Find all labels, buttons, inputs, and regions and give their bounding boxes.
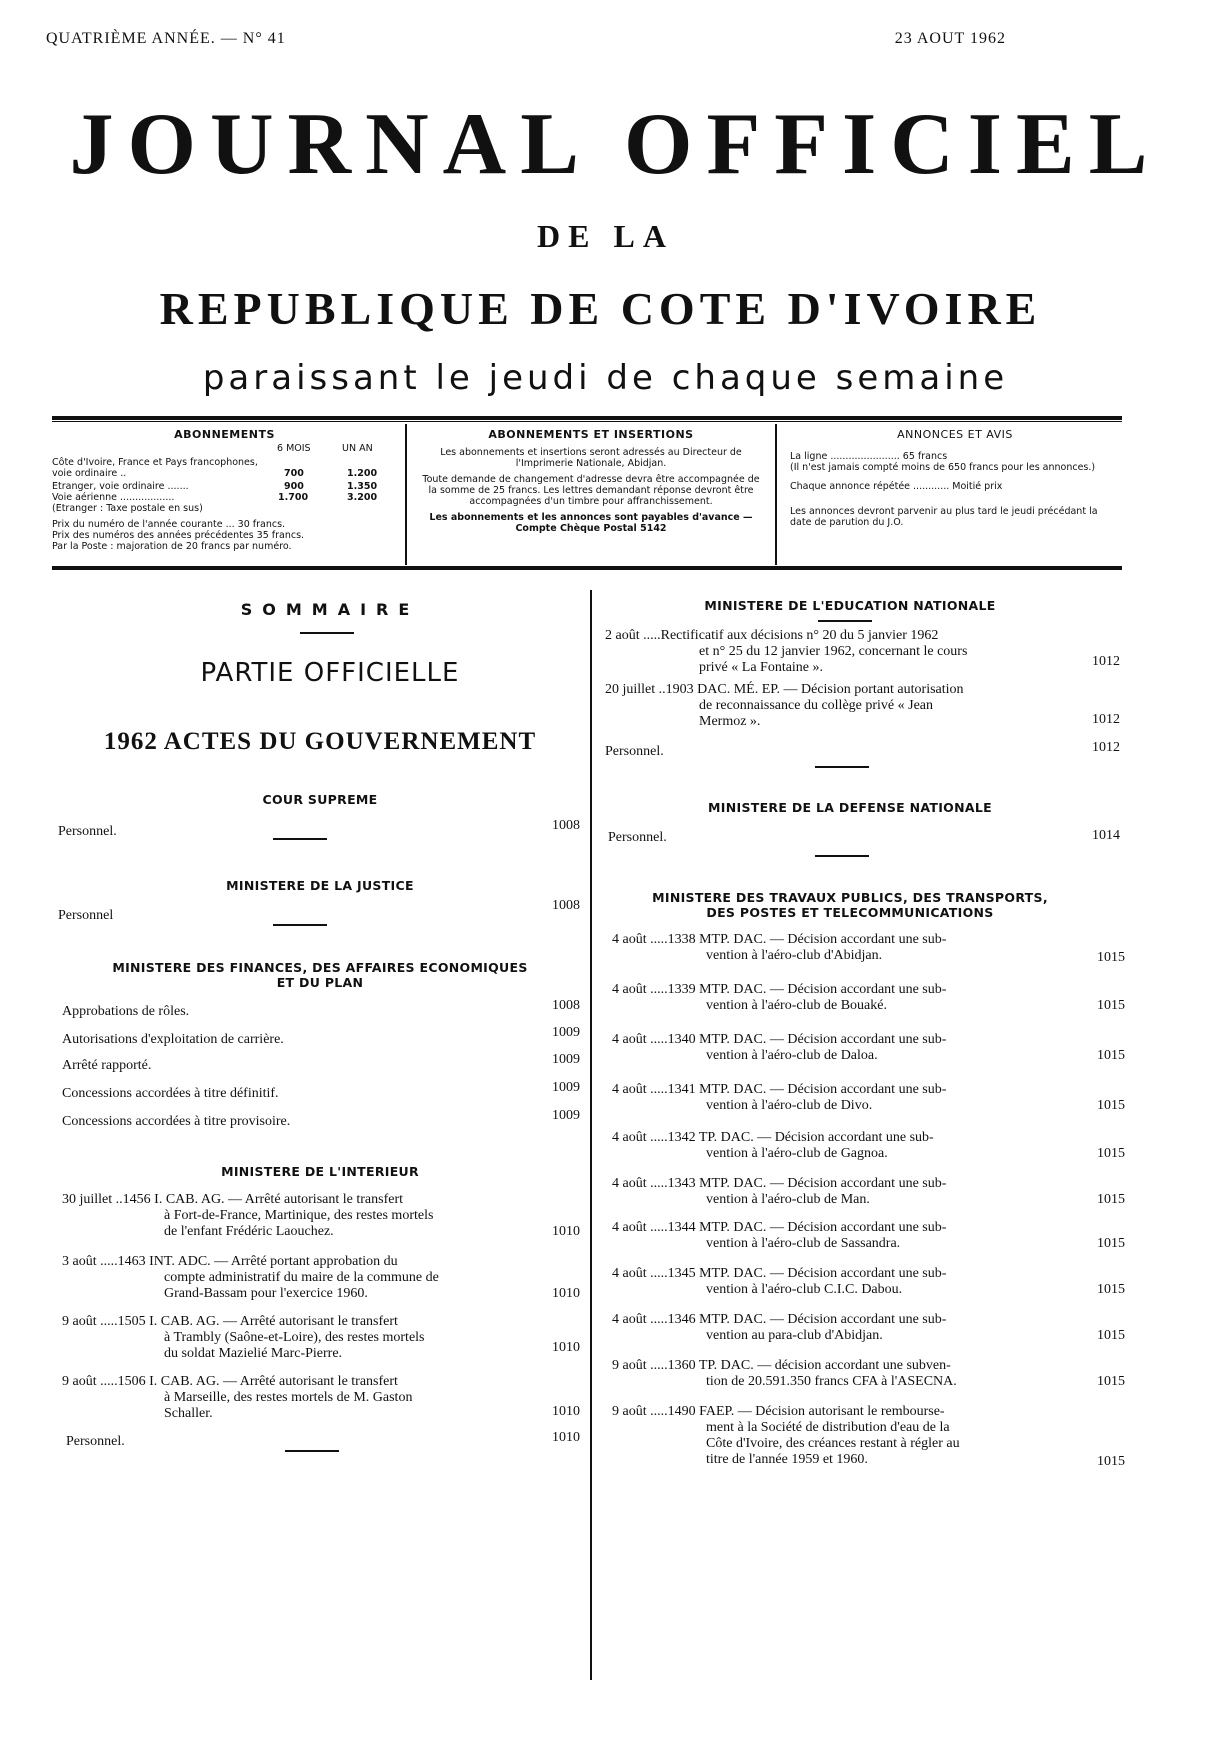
column-divider xyxy=(590,590,592,1680)
travaux-item: 9 août .....1490 FAEP. — Décision autorisant le rembourse- ment à la Société de distribution d'eau de la Côte d'Ivoire, des créances restant à régler au titre de l'année 1959 et 1960. xyxy=(612,1404,960,1467)
interieur-page: 1010 xyxy=(552,1340,580,1355)
issue-number: QUATRIÈME ANNÉE. — N° 41 xyxy=(46,30,286,47)
defense-title: MINISTERE DE LA DEFENSE NATIONALE xyxy=(708,800,992,815)
cour-page: 1008 xyxy=(552,818,580,833)
travaux-item: 9 août .....1360 TP. DAC. — décision accordant une subven- tion de 20.591.350 francs CFA à l'ASECNA. xyxy=(612,1358,957,1389)
abonnement-row: Etranger, voie ordinaire ....... 900 1.350 xyxy=(52,481,378,492)
abonnement-note: (Etranger : Taxe postale en sus) xyxy=(52,503,203,514)
price-line: Prix des numéros des années précédentes 35 francs. xyxy=(52,530,305,541)
insertions-p1: Les abonnements et insertions seront adressés au Directeur de l'Imprimerie Nationale, Abidjan. xyxy=(440,447,742,469)
travaux-page: 1015 xyxy=(1097,1048,1125,1063)
justice-title: MINISTERE DE LA JUSTICE xyxy=(226,878,414,893)
price-line: Prix du numéro de l'année courante ... 30 francs. xyxy=(52,519,286,530)
interieur-personnel-page: 1010 xyxy=(552,1430,580,1445)
sommaire-heading: SOMMAIRE xyxy=(240,600,420,619)
travaux-page: 1015 xyxy=(1097,1282,1125,1297)
insertions-p2: Toute demande de changement d'adresse devra être accompagnée de la somme de 25 francs. Les lettres demandant réponse devront être accompagnées d'un timbre pour affranchissement. xyxy=(422,474,760,507)
justice-page: 1008 xyxy=(552,898,580,913)
insertions-p3: Les abonnements et les annonces sont payables d'avance — Compte Chèque Postal 5142 xyxy=(429,512,753,534)
box-divider-1 xyxy=(405,424,407,565)
cour-title: COUR SUPREME xyxy=(262,792,378,807)
travaux-item: 4 août .....1338 MTP. DAC. — Décision accordant une sub- vention à l'aéro-club d'Abidjan. xyxy=(612,932,947,963)
col-unan: UN AN xyxy=(342,443,373,454)
education-item: 20 juillet ..1903 DAC. MÉ. EP. — Décision portant autorisation de reconnaissance du collège privé « Jean Mermoz ». xyxy=(605,682,964,729)
travaux-item: 4 août .....1346 MTP. DAC. — Décision accordant une sub- vention au para-club d'Abidjan. xyxy=(612,1312,947,1343)
interieur-page: 1010 xyxy=(552,1404,580,1419)
travaux-page: 1015 xyxy=(1097,950,1125,965)
republic-title: REPUBLIQUE DE COTE D'IVOIRE xyxy=(159,283,1042,334)
travaux-item: 4 août .....1340 MTP. DAC. — Décision accordant une sub- vention à l'aéro-club de Daloa. xyxy=(612,1032,947,1063)
education-page: 1012 xyxy=(1092,712,1120,727)
box-bottom-rule xyxy=(52,566,1122,570)
issue-date: 23 AOUT 1962 xyxy=(894,30,1006,47)
insertions-title: ABONNEMENTS ET INSERTIONS xyxy=(488,428,694,441)
divider xyxy=(300,632,354,634)
education-page: 1012 xyxy=(1092,654,1120,669)
divider xyxy=(818,620,872,622)
annonces-line: (Il n'est jamais compté moins de 650 francs pour les annonces.) xyxy=(790,462,1096,473)
finances-title: MINISTERE DES FINANCES, DES AFFAIRES ECONOMIQUES ET DU PLAN xyxy=(112,960,528,990)
divider xyxy=(273,924,327,926)
finances-page: 1009 xyxy=(552,1080,580,1095)
justice-entry: Personnel xyxy=(58,908,114,923)
interieur-personnel: Personnel. xyxy=(66,1434,125,1449)
finances-item: Arrêté rapporté. xyxy=(62,1058,152,1073)
box-top-rule xyxy=(52,416,1122,420)
travaux-page: 1015 xyxy=(1097,1146,1125,1161)
travaux-page: 1015 xyxy=(1097,1454,1125,1469)
divider xyxy=(285,1450,339,1452)
finances-page: 1008 xyxy=(552,998,580,1013)
tagline: paraissant le jeudi de chaque semaine xyxy=(202,358,1009,398)
travaux-page: 1015 xyxy=(1097,1098,1125,1113)
interieur-item: 9 août .....1505 I. CAB. AG. — Arrêté autorisant le transfert à Trambly (Saône-et-Loire), des restes mortels du soldat Mazielié Marc-Pierre. xyxy=(62,1314,425,1361)
interieur-page: 1010 xyxy=(552,1286,580,1301)
finances-item: Approbations de rôles. xyxy=(62,1004,190,1019)
col-6mois: 6 MOIS xyxy=(277,443,311,454)
actes-heading: 1962 ACTES DU GOUVERNEMENT xyxy=(103,728,537,755)
finances-page: 1009 xyxy=(552,1108,580,1123)
travaux-page: 1015 xyxy=(1097,1374,1125,1389)
abonnements-title: ABONNEMENTS xyxy=(174,428,275,441)
divider xyxy=(273,838,327,840)
interieur-page: 1010 xyxy=(552,1224,580,1239)
travaux-page: 1015 xyxy=(1097,1192,1125,1207)
defense-page: 1014 xyxy=(1092,828,1120,843)
travaux-item: 4 août .....1345 MTP. DAC. — Décision accordant une sub- vention à l'aéro-club C.I.C. Dabou. xyxy=(612,1266,947,1297)
defense-entry: Personnel. xyxy=(608,830,667,845)
travaux-item: 4 août .....1342 TP. DAC. — Décision accordant une sub- vention à l'aéro-club de Gagnoa. xyxy=(612,1130,934,1161)
annonces-line: Les annonces devront parvenir au plus tard le jeudi précédant la date de parution du J.O. xyxy=(790,506,1098,528)
travaux-page: 1015 xyxy=(1097,1236,1125,1251)
education-personnel-page: 1012 xyxy=(1092,740,1120,755)
finances-page: 1009 xyxy=(552,1025,580,1040)
box-annonces xyxy=(790,428,1120,528)
annonces-title: ANNONCES ET AVIS xyxy=(897,428,1013,441)
education-item: 2 août .....Rectificatif aux décisions n° 20 du 5 janvier 1962 et n° 25 du 12 janvier 1962, concernant le cours privé « La Fontaine ». xyxy=(605,628,968,675)
de-la: DE LA xyxy=(537,218,674,254)
box-abonnements xyxy=(52,428,397,552)
partie-officielle: PARTIE OFFICIELLE xyxy=(200,658,460,688)
abonnement-row: Voie aérienne .................. 1.700 3.200 xyxy=(52,492,378,503)
divider xyxy=(815,766,869,768)
interieur-title: MINISTERE DE L'INTERIEUR xyxy=(221,1164,419,1179)
travaux-item: 4 août .....1343 MTP. DAC. — Décision accordant une sub- vention à l'aéro-club de Man. xyxy=(612,1176,947,1207)
travaux-item: 4 août .....1344 MTP. DAC. — Décision accordant une sub- vention à l'aéro-club de Sassandra. xyxy=(612,1220,947,1251)
abonnement-row: Côte d'Ivoire, France et Pays francophones, voie ordinaire .. 700 1.200 xyxy=(52,457,378,479)
cour-entry: Personnel. xyxy=(58,824,117,839)
interieur-item: 30 juillet ..1456 I. CAB. AG. — Arrêté autorisant le transfert à Fort-de-France, Martinique, des restes mortels de l'enfant Frédéric Laouchez. xyxy=(62,1192,434,1239)
education-title: MINISTERE DE L'EDUCATION NATIONALE xyxy=(704,598,996,613)
travaux-item: 4 août .....1341 MTP. DAC. — Décision accordant une sub- vention à l'aéro-club de Divo. xyxy=(612,1082,947,1113)
travaux-title: MINISTERE DES TRAVAUX PUBLICS, DES TRANSPORTS, DES POSTES ET TELECOMMUNICATIONS xyxy=(652,890,1048,920)
journal-title: JOURNAL OFFICIEL xyxy=(69,96,1162,193)
travaux-page: 1015 xyxy=(1097,1328,1125,1343)
annonces-line: La ligne ....................... 65 francs xyxy=(790,451,948,462)
travaux-item: 4 août .....1339 MTP. DAC. — Décision accordant une sub- vention à l'aéro-club de Bouaké. xyxy=(612,982,947,1013)
travaux-page: 1015 xyxy=(1097,998,1125,1013)
divider xyxy=(815,855,869,857)
finances-item: Autorisations d'exploitation de carrière. xyxy=(62,1032,284,1047)
finances-item: Concessions accordées à titre provisoire. xyxy=(62,1114,291,1129)
education-personnel: Personnel. xyxy=(605,744,664,759)
annonces-line: Chaque annonce répétée ............ Moitié prix xyxy=(790,481,1003,492)
finances-item: Concessions accordées à titre définitif. xyxy=(62,1086,279,1101)
box-insertions xyxy=(420,428,762,534)
price-line: Par la Poste : majoration de 20 francs par numéro. xyxy=(52,541,292,552)
interieur-item: 9 août .....1506 I. CAB. AG. — Arrêté autorisant le transfert à Marseille, des restes mortels de M. Gaston Schaller. xyxy=(62,1374,413,1421)
box-top-rule-thin xyxy=(52,421,1122,422)
box-divider-2 xyxy=(775,424,777,565)
finances-page: 1009 xyxy=(552,1052,580,1067)
interieur-item: 3 août .....1463 INT. ADC. — Arrêté portant approbation du compte administratif du maire de la commune de Grand-Bassam pour l'exercice 1960. xyxy=(62,1254,439,1301)
